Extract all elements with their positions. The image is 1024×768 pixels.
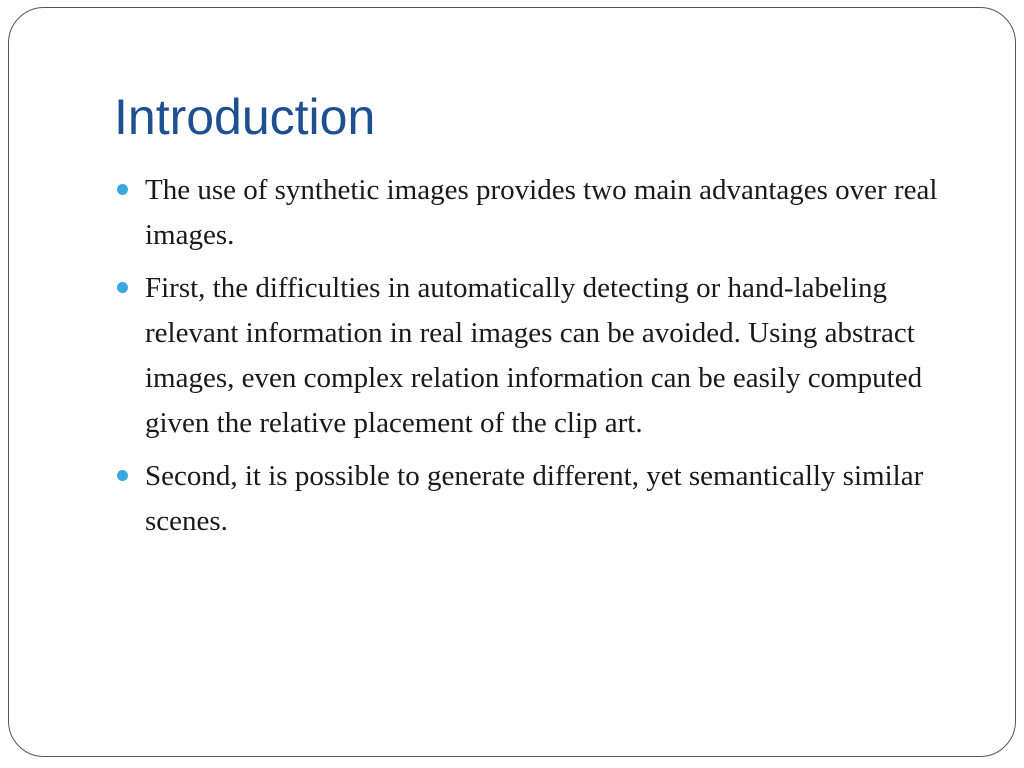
bullet-dot-icon [117,282,128,293]
bullet-item [114,168,944,258]
bullet-item [114,266,944,446]
bullet-dot-icon [117,184,128,195]
bullet-list [114,168,944,552]
bullet-text: The use of synthetic images provides two main advantages over real images. [145,174,938,251]
slide-title: Introduction [114,89,376,145]
bullet-item [114,454,944,544]
bullet-text: Second, it is possible to generate different, yet semantically similar scenes. [145,460,924,537]
bullet-dot-icon [117,470,128,481]
bullet-text: First, the difficulties in automatically detecting or hand-labeling relevant information in real images can be avoided. Using abstract images, even complex relation information can be easily computed given the relative placement of the clip art. [145,272,923,439]
